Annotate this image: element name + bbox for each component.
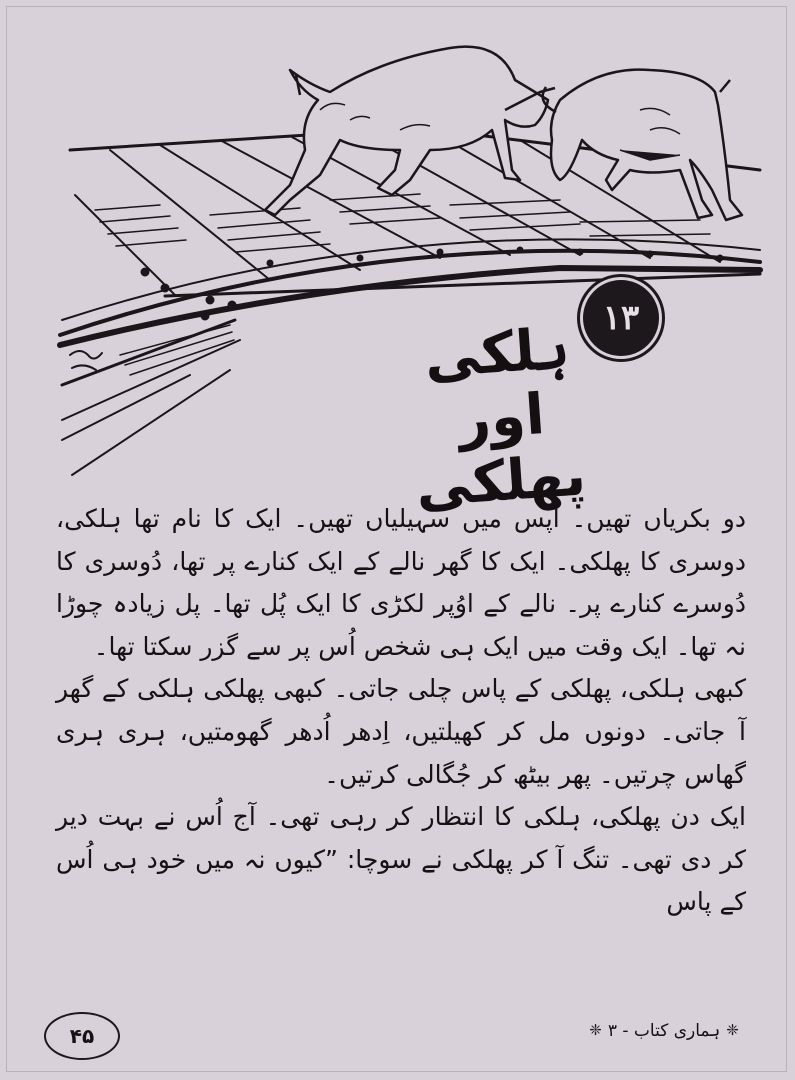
- floral-ornament-icon: ❈: [726, 1021, 739, 1039]
- right-goat-drawing: [543, 70, 742, 220]
- page-number-oval: [44, 1012, 120, 1060]
- chapter-title: ہلکی اور پھلکی: [413, 316, 588, 520]
- paragraph-3: ایک دن پھلکی، ہلکی کا انتظار کر رہی تھی۔ آج اُس نے بہت دیر کر دی تھی۔ تنگ آ کر پھلکی نے سوچا: ”کیوں نہ میں خود ہی اُس کے پاس: [56, 802, 746, 917]
- footer-book-title: [584, 1012, 744, 1048]
- chapter-number: ۱۳: [602, 298, 640, 338]
- chapter-number-badge: [583, 280, 659, 356]
- story-text: [56, 498, 746, 924]
- page-number: ۴۵: [69, 1024, 95, 1048]
- paragraph-2: کبھی ہلکی، پھلکی کے پاس چلی جاتی۔ کبھی پھلکی ہلکی کے گھر آ جاتی۔ دونوں مل کر کھیلتیں، اِدھر اُدھر گھومتیں، ہری ہری گھاس چرتیں۔ پھر بیٹھ کر جُگالی کرتیں۔: [56, 674, 746, 789]
- goats-on-bridge-illustration: [0, 0, 795, 520]
- book-title: ہماری کتاب - ۳: [607, 1020, 721, 1041]
- paragraph-1: دو بکریاں تھیں۔ آپس میں سہیلیاں تھیں۔ ایک کا نام تھا ہلکی، دوسری کا پھلکی۔ ایک کا گھر نالے کے ایک کنارے پر تھا، دُوسری کا دُوسرے کنارے پر۔ نالے کے اوُپر لکڑی کا ایک پُل تھا۔ پل زیادہ چوڑا نہ تھا۔ ایک وقت میں ایک ہی شخص اُس پر سے گزر سکتا تھا۔: [56, 504, 746, 661]
- floral-ornament-icon: ❈: [589, 1021, 602, 1039]
- left-goat-drawing: [265, 47, 555, 215]
